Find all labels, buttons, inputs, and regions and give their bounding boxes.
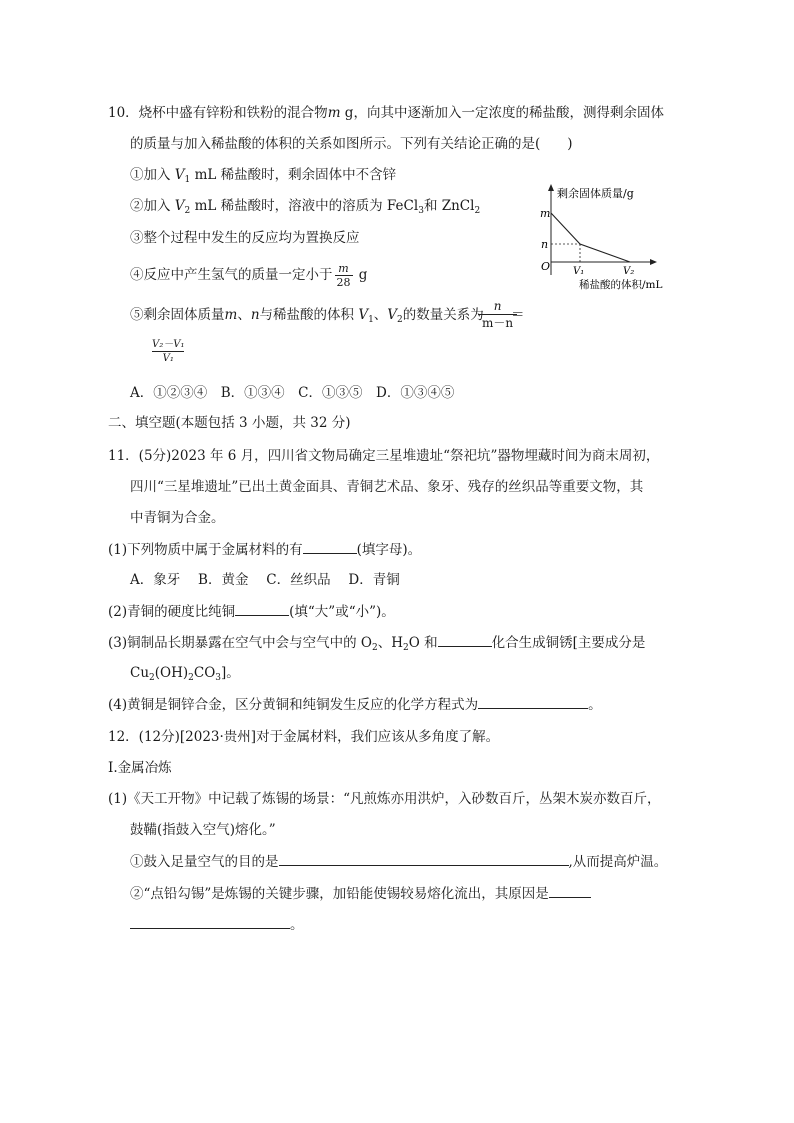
q11-p2-text: (2)青铜的硬度比纯铜 xyxy=(108,604,236,620)
opt5-fraction-2: V₂－V₁ V₁ xyxy=(152,339,185,364)
q11-p2-end: (填“大”或“小”)。 xyxy=(289,604,395,620)
opt5-text-c: 的数量关系为 xyxy=(402,307,484,323)
opt4-unit: g xyxy=(358,267,368,283)
section-2-heading: 二、填空题(本题包括 3 小题，共 32 分) xyxy=(108,415,351,431)
q10-line1-text: 10．烧杯中盛有锌粉和铁粉的混合物 xyxy=(108,105,328,121)
opt4-text: ④反应中产生氢气的质量一定小于 xyxy=(130,267,333,283)
label-n: n xyxy=(541,238,549,251)
label-v1: V₁ xyxy=(573,266,585,277)
q10-option-2: ②加入 $V_2$ mL 稀盐酸时，溶液中的溶质为 FeCl$_3$和 ZnCl$_2$ xyxy=(130,198,481,216)
opt5-fraction-1: n m－n xyxy=(478,298,517,331)
q11-p3-blank[interactable] xyxy=(438,632,492,647)
q11-p2-blank[interactable] xyxy=(235,601,289,616)
q12-sub2 xyxy=(130,883,591,904)
var-m: m xyxy=(327,105,341,121)
q11-part2 xyxy=(108,601,395,622)
x-axis-arrow-icon xyxy=(650,259,657,265)
q10-line1 xyxy=(108,103,664,123)
q12-sub1-end: ,从而提高炉温。 xyxy=(568,854,668,870)
q12-sub2-blank-1[interactable] xyxy=(549,883,591,898)
q11-p3-b: 、H xyxy=(377,635,403,651)
q11-p3-c: O 和 xyxy=(408,635,438,651)
label-m: m xyxy=(540,207,551,220)
q10-choices: A．①②③④ B．①③④ C．①③⑤ D．①③④⑤ xyxy=(130,385,455,401)
opt2-text: mL 稀盐酸时，溶液中的溶质为 FeCl xyxy=(194,198,419,214)
q11-part3-line2: $Cu_2(OH)_2CO_3$]。 xyxy=(130,665,240,683)
q11-p1-blank[interactable] xyxy=(303,539,357,554)
q12-sub2-text: ②“点铅勾锡”是炼锡的关键步骤，加铅能使锡较易熔化流出，其原因是 xyxy=(130,886,549,902)
q11-part3: (3)铜制品长期暴露在空气中会与空气中的 $O_2$、$H_2O$ 和 化合生成铜锈[主要成分是 xyxy=(108,632,645,653)
opt2-text-2: 和 ZnCl xyxy=(423,198,475,214)
q11-p4-text: (4)黄铜是铜锌合金，区分黄铜和纯铜发生反应的化学方程式为 xyxy=(108,697,479,713)
q12-sub1 xyxy=(130,851,667,872)
q12-sub1-blank[interactable] xyxy=(279,851,569,866)
opt2-prefix: ②加入 xyxy=(130,198,171,214)
q12-sub2-blank-2[interactable] xyxy=(130,914,290,929)
opt1-text: mL 稀盐酸时，剩余固体中不含锌 xyxy=(194,167,397,183)
q10-option-5: ⑤剩余固体质量m、n与稀盐酸的体积 $V_1$、$V_2$的数量关系为 xyxy=(130,307,484,325)
q10-option-3: ③整个过程中发生的反应均为置换反应 xyxy=(130,230,360,246)
q10-option-4 xyxy=(130,262,367,289)
q11-p4-end: 。 xyxy=(588,697,602,713)
opt1-prefix: ①加入 xyxy=(130,167,171,183)
y-axis-label: 剩余固体质量/g xyxy=(557,187,634,200)
opt5-text-a: ⑤剩余固体质量 xyxy=(130,307,225,323)
q11-part1-choices: A．象牙 B．黄金 C．丝织品 D．青铜 xyxy=(130,572,400,588)
opt4-fraction: $\frac{m}{28}$ xyxy=(336,262,351,289)
q10-line2: 的质量与加入稀盐酸的体积的关系如图所示。下列有关结论正确的是( ) xyxy=(130,136,573,152)
opt5-text-b: 与稀盐酸的体积 xyxy=(259,307,355,323)
q10-line1-rest: g，向其中逐渐加入一定浓度的稀盐酸，测得剩余固体 xyxy=(344,105,664,121)
q11-p3-end: 化合生成铜锈[主要成分是 xyxy=(491,635,646,651)
q12-sub1-text: ①鼓入足量空气的目的是 xyxy=(130,854,279,870)
q12-heading: Ⅰ.金属冶炼 xyxy=(108,760,172,776)
label-v2: V₂ xyxy=(623,266,635,277)
y-axis-arrow-icon xyxy=(548,184,554,191)
q12-sub2-line2 xyxy=(130,914,304,935)
label-origin: O xyxy=(541,260,551,273)
q11-part1 xyxy=(108,539,421,560)
q11-line1: 11．(5分)2023 年 6 月，四川省文物局确定三星堆遗址“祭祀坑”器物埋藏时间为商末周初， xyxy=(108,448,660,464)
q11-p4-blank[interactable] xyxy=(478,694,588,709)
q12-p1-line1: (1)《天工开物》中记载了炼锡的场景：“凡煎炼亦用洪炉，入砂数百斤，丛架木炭亦数百斤， xyxy=(108,791,661,807)
q12-sub2-end: 。 xyxy=(290,917,304,933)
mass-volume-graph xyxy=(535,182,685,294)
q11-part4 xyxy=(108,694,602,715)
equals-sign: ＝ xyxy=(511,307,525,323)
q11-p3-a: (3)铜制品长期暴露在空气中会与空气中的 O xyxy=(108,635,372,651)
q11-line3: 中青铜为合金。 xyxy=(130,510,225,526)
q11-line2: 四川“三星堆遗址”已出土黄金面具、青铜艺术品、象牙、残存的丝织品等重要文物，其 xyxy=(130,479,644,495)
data-line xyxy=(551,213,630,262)
q11-p1-end: (填字母)。 xyxy=(356,542,422,558)
q12-line1: 12．(12分)[2023·贵州]对于金属材料，我们应该从多角度了解。 xyxy=(108,729,500,745)
x-axis-label: 稀盐酸的体积/mL xyxy=(579,279,663,291)
q12-p1-line2: 鼓鞴(指鼓入空气)熔化。” xyxy=(130,822,276,838)
q10-option-1: ①加入 $V_1$ mL 稀盐酸时，剩余固体中不含锌 xyxy=(130,167,397,185)
q11-p1-text: (1)下列物质中属于金属材料的有 xyxy=(108,542,303,558)
